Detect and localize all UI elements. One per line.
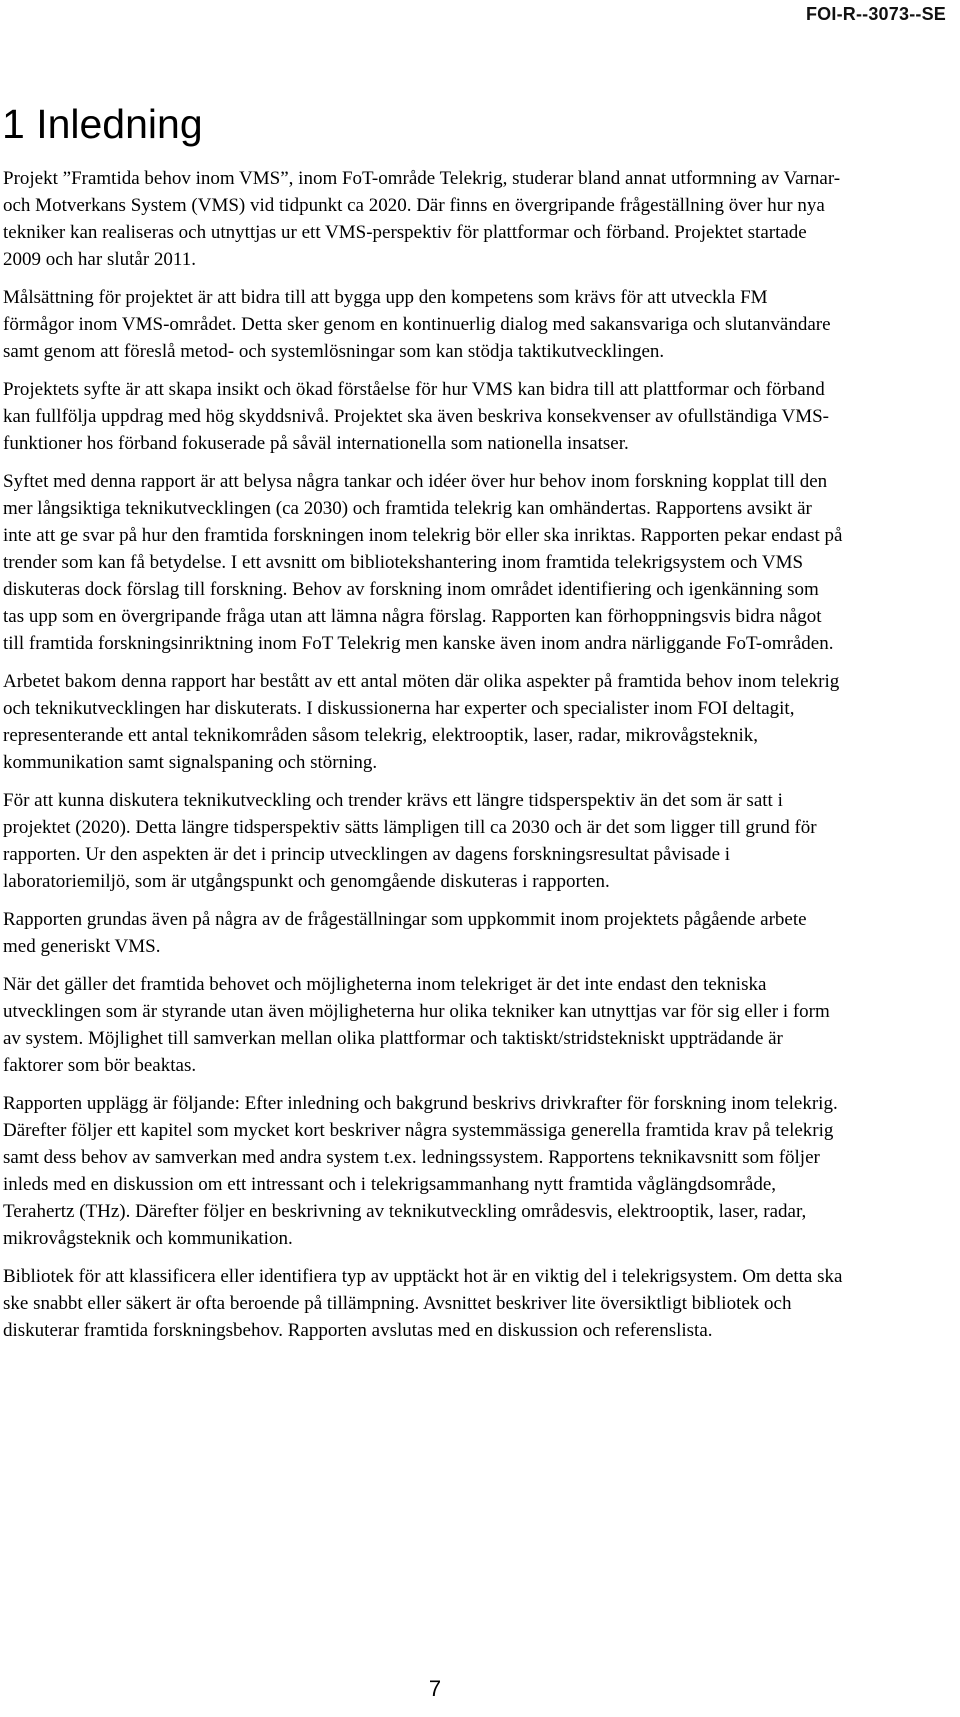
paragraph-work-method: Arbetet bakom denna rapport har bestått av ett antal möten där olika aspekter på framtida behov inom telekrig och teknikutvecklingen har diskuterats. I diskussionerna har experter och specialister inom FOI deltagit, representerande ett antal teknikområden såsom telekrig, elektrooptik, laser, radar, mikrovågsteknik, kommunikation samt signalspaning och störning. — [3, 671, 840, 773]
chapter-heading: 1 Inledning — [2, 101, 203, 147]
paragraph-project-intro: Projekt ”Framtida behov inom VMS”, inom FoT-område Telekrig, studerar bland annat utformning av Varnar- och Motverkans System (VMS) vid tidpunkt ca 2020. Där finns en övergripande frågeställning över hur nya tekniker kan realiseras och utnyttjas ur ett VMS-perspektiv för plattformar och förband. Projektet startade 2009 och har slutår 2011. — [3, 168, 841, 270]
paragraph-project-goal: Målsättning för projektet är att bidra till att bygga upp den kompetens som krävs för att utveckla FM förmågor inom VMS-området. Detta sker genom en kontinuerlig dialog med sakansvariga och slutanvändare samt genom att föreslå metod- och systemlösningar som kan stödja taktikutvecklingen. — [3, 287, 831, 362]
paragraph-report-outline: Rapporten upplägg är följande: Efter inledning och bakgrund beskrivs drivkrafter för forskning inom telekrig. Därefter följer ett kapitel som mycket kort beskriver några systemmässiga generella framtida krav på telekrig samt dess behov av samverkan med andra system t.ex. ledningssystem. Rapportens teknikavsnitt som följer inleds med en diskussion om ett intressant och i telekrigsammanhang nytt framtida våglängdsområde, Terahertz (THz). Därefter följer en beskrivning av teknikutveckling områdesvis, elektrooptik, laser, radar, mikrovågsteknik och kommunikation. — [3, 1093, 838, 1249]
paragraph-project-purpose: Projektets syfte är att skapa insikt och ökad förståelse för hur VMS kan bidra till att plattformar och förband kan fullfölja uppdrag med hög skyddsnivå. Projektet ska även beskriva konsekvenser av ofullständiga VMS-funktioner hos förband fokuserade på såväl internationella som nationella insatser. — [3, 379, 829, 454]
paragraph-basis: Rapporten grundas även på några av de frågeställningar som uppkommit inom projektets pågående arbete med generiskt VMS. — [3, 909, 807, 957]
report-id: FOI-R--3073--SE — [805, 4, 946, 24]
paragraph-report-purpose: Syftet med denna rapport är att belysa några tankar och idéer över hur behov inom forskning kopplat till den mer långsiktiga teknikutvecklingen (ca 2030) och framtida telekrig kan omhändertas. Rapportens avsikt är inte att ge svar på hur den framtida forskningen inom telekrig bör eller ska inriktas. Rapporten pekar endast på trender som kan få betydelse. I ett avsnitt om bibliotekshantering inom framtida telekrigsystem och VMS diskuteras dock förslag till forskning. Behov av forskning inom området identifiering och igenkänning som tas upp som en övergripande fråga utan att lämna några förslag. Rapporten kan förhoppningsvis bidra något till framtida forskningsinriktning inom FoT Telekrig men kanske även inom andra närliggande FoT-områden. — [3, 471, 843, 654]
page-number: 7 — [428, 1676, 442, 1701]
paragraph-future-needs: När det gäller det framtida behovet och möjligheterna inom telekriget är det inte endast den tekniska utvecklingen som är styrande utan även möjligheterna hur olika tekniker kan utnyttjas var för sig eller i form av system. Möjlighet till samverkan mellan olika plattformar och taktiskt/stridstekniskt uppträdande är faktorer som bör beaktas. — [3, 974, 830, 1076]
paragraph-time-perspective: För att kunna diskutera teknikutveckling och trender krävs ett längre tidsperspektiv än det som är satt i projektet (2020). Detta längre tidsperspektiv sätts lämpligen till ca 2030 och är det som ligger till grund för rapporten. Ur den aspekten är det i princip utvecklingen av dagens forskningsresultat påvisade i laboratoriemiljö, som är utgångspunkt och genomgående diskuteras i rapporten. — [3, 790, 817, 892]
body-text — [3, 165, 843, 1355]
paragraph-libraries: Bibliotek för att klassificera eller identifiera typ av upptäckt hot är en viktig del i telekrigsystem. Om detta ska ske snabbt eller säkert är ofta beroende på tillämpning. Avsnittet beskriver lite översiktligt bibliotek och diskuterar framtida forskningsbehov. Rapporten avslutas med en diskussion och referenslista. — [3, 1266, 843, 1341]
